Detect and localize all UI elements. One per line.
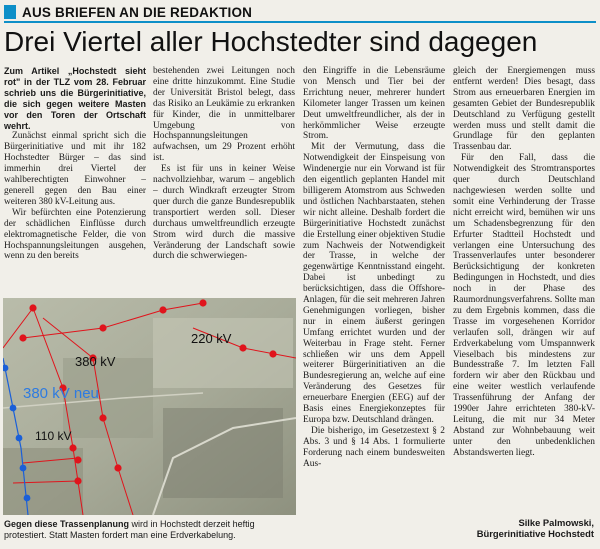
mast-marker <box>99 414 106 421</box>
photo-caption <box>4 519 296 541</box>
paragraph: Zunächst einmal spricht sich die Bürgerinitiative und mit ihr 182 Hochstedter Bürger – das sind immerhin drei Viertel der wahlberechtigten Einwohner – generell gegen den Bau einer weiteren 380 kV-Leitung aus. <box>4 131 146 207</box>
paragraph: Für den Fall, dass die Notwendigkeit des Stromtransportes quer durch Deutschland nachgewiesen werden sollte und somit eine Verhinderung der Trasse nicht erreicht wird, bemühen wir uns um Schadensbegrenzung für den Erfurter Stadtteil Hochstedt und verlangen eine Untersuchung des Trassenverlaufes unter besonderer Berücksichtigung der konkreten Bedingungen in Hochstedt, und dies noch in der Phase des Raumordnungsverfahrens. Sollte man zu dem Ergebnis kommen, dass die Trasse im vorgesehenen Korridor verlaufen soll, drängen wir auf Erdverkabelung vom Umspannwerk Vieselbach bis mindestens zur Bundesstraße 7. Im letzten Fall fordern wir aber den Rückbau und eine weiter westlich verlaufende Trassenführung der Anfang der 1990er Jahre errichteten 380-kV-Leitung, die mit nur 34 Meter Abstand zur Wohnbebauung weit unter den unbedenklichen Abstandswerten liegt. <box>453 153 595 458</box>
lead-paragraph: Zum Artikel „Hochstedt sieht rot" in der TLZ vom 28. Februar schrieb uns die Bürgerinitiative, die sich gegen weitere Masten vor den Toren der Ortschaft wehrt. <box>4 66 146 131</box>
route-map-photo <box>3 298 296 515</box>
rubric <box>4 4 252 20</box>
column-2 <box>153 66 295 298</box>
planned-mast-marker <box>10 405 17 412</box>
mast-marker <box>114 464 121 471</box>
paragraph: den Eingriffe in die Lebensräume von Mensch und Tier bei der Errichtung neuer, mehrerer hundert Kilometer langer Trassen um keinen Deut umweltfreundlicher, als der in herkömmlicher Weise erzeugte Strom. <box>303 66 445 142</box>
caption-bold: Gegen diese Trassenplanung <box>4 519 130 529</box>
label-380kv: 380 kV <box>75 354 116 369</box>
column-4 <box>453 66 595 526</box>
headline: Drei Viertel aller Hochstedter sind dagegen <box>4 26 538 57</box>
paragraph: bestehenden zwei Leitungen noch eine dritte hinzukommt. Eine Studie der Universität Bristol belegt, dass das Risiko an Leukämie zu erkranken für Kinder, die in unmittelbarer Umgebung von Hochspannungsleitungen aufwachsen, um 29 Prozent erhöht ist. <box>153 66 295 164</box>
label-220kv: 220 kV <box>191 331 232 346</box>
column-1 <box>4 66 146 298</box>
mast-marker <box>99 324 106 331</box>
planned-mast-marker <box>16 435 23 442</box>
aerial-map <box>3 298 296 515</box>
mast-marker <box>199 299 206 306</box>
caption-text: wird in Hochstedt derzeit heftig protestiert. Statt Masten fordert man eine Erdverkabelung. <box>4 519 255 540</box>
mast-marker <box>29 304 36 311</box>
rubric-divider <box>4 21 596 23</box>
mast-marker <box>269 350 276 357</box>
mast-marker <box>69 444 76 451</box>
column-3 <box>303 66 445 526</box>
author-organization: Bürgerinitiative Hochstedt <box>476 528 594 539</box>
rubric-title: AUS BRIEFEN AN DIE REDAKTION <box>22 4 253 20</box>
rubric-marker <box>4 5 16 19</box>
mast-marker <box>19 334 26 341</box>
signature <box>477 517 594 539</box>
paragraph: gleich der Energiemengen muss entfernt werden! Dies besagt, dass Strom aus erneuerbaren Energien im gesamten Gebiet der Bundesrepublik Deutschland zu Verfügung gestellt werden muss und stellt damit die Grundlage für den geplanten Trassenbau dar. <box>453 66 595 153</box>
planned-mast-marker <box>24 495 31 502</box>
label-380kv-neu: 380 kV neu <box>23 385 99 402</box>
author-name: Silke Palmowski, <box>518 517 594 528</box>
label-110kv: 110 kV <box>35 429 72 443</box>
paragraph: Wir befürchten eine Potenzierung der schädlichen Einflüsse durch elektromagnetische Felder, die von Hochspannungsleitungen ausgehen, wenn zu den bereits <box>4 207 146 262</box>
mast-marker <box>74 456 81 463</box>
paragraph: Mit der Vermutung, dass die Notwendigkeit der Einspeisung von Windenergie nur ein Vorwand ist für den eigentlich geplanten Handel mit billigerem Atomstrom aus Schweden und östlichen Nachbarstaaten, stehen wir nicht alleine. Deshalb fordert die Bürgerinitiative Hochstedt zunächst die Erstellung einer objektiven Studie zum Nachweis der Notwendigkeit der Trasse, in welche der gegenwärtige Kenntnisstand eingeht. Dabei ist unbedingt zu berücksichtigen, dass die Offshore-Anlagen, für die seit mehreren Jahren Genehmigungen vorliegen, bisher nur in einem äußerst geringen Umfang errichtet wurden und der Weiterbau in Frage steht. Ferner schließen wir uns dem Appell weiterer Bürgerinitiativen an die Bundesregierung an, welche auf eine Veränderung des Gesetzes für erneuerbare Energien (EEG) auf der Basis eines Energiekonzeptes für Europa bzw. Deutschland drängen. <box>303 142 445 425</box>
mast-marker <box>239 344 246 351</box>
paragraph: Die bisherigo, im Gesetzestext § 2 Abs. 3 und § 14 Abs. 1 formulierte Forderung nach einem bundesweiten Aus- <box>303 425 445 469</box>
mast-marker <box>74 477 81 484</box>
planned-mast-marker <box>20 465 27 472</box>
paragraph: Es ist für uns in keiner Weise nachvollziehbar, warum – angeblich – durch Windkraft erzeugter Strom quer durch die ganze Bundesrepublik transportiert werden soll. Dieser durchaus umweltfreundlich erzeugte Strom wird durch die massive Veränderung der Landschaft sowie durch die schwerwiegen- <box>153 164 295 262</box>
mast-marker <box>159 306 166 313</box>
